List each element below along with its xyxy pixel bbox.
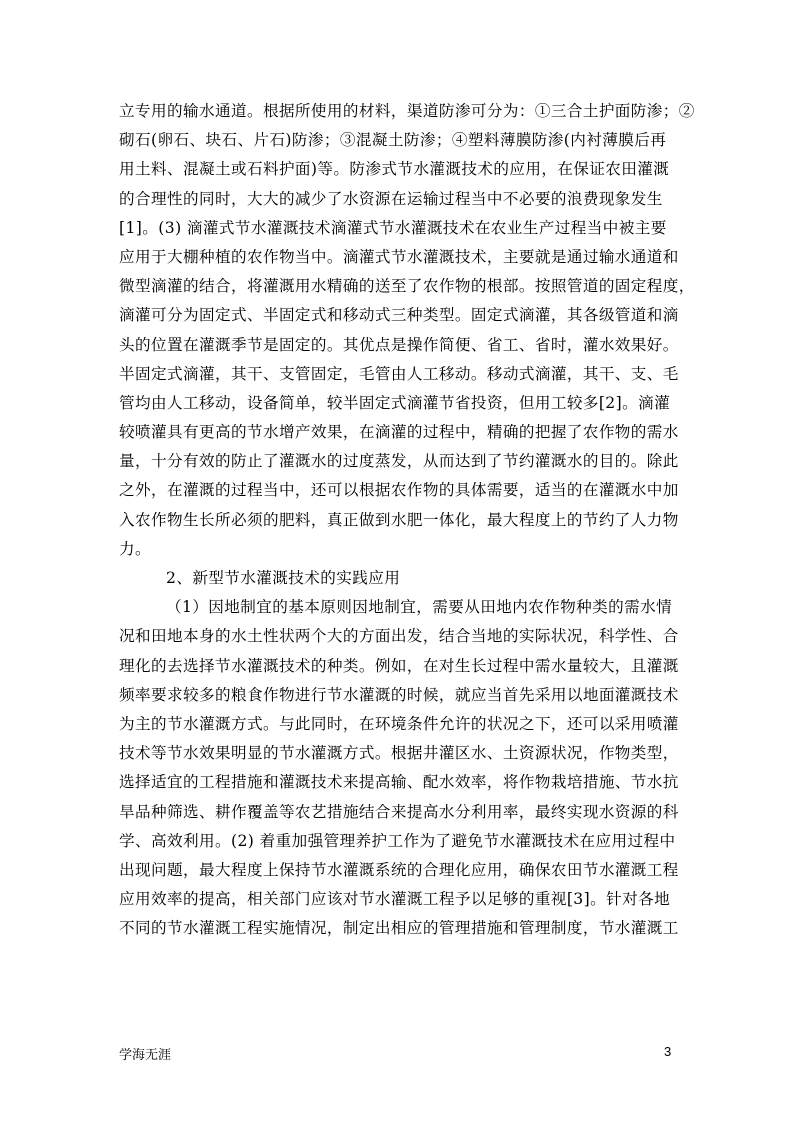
body-line-8: 滴灌可分为固定式、半固定式和移动式三种类型。固定式滴灌，其各级管道和滴 (119, 306, 679, 325)
body-line-7: 微型滴灌的结合，将灌溉用水精确的送至了农作物的根部。按照管道的固定程度， (119, 277, 695, 296)
body-line-11: 管均由人工移动，设备简单，较半固定式滴灌节省投资，但用工较多[2]。滴灌 (119, 393, 671, 412)
section-line-10: 出现问题，最大程度上保持节水灌溉系统的合理化应用，确保农田节水灌溉工程 (119, 860, 679, 879)
section-line-1: （1）因地制宜的基本原则因地制宜，需要从田地内农作物种类的需水情 (166, 598, 673, 617)
section-line-12: 不同的节水灌溉工程实施情况，制定出相应的管理措施和管理制度，节水灌溉工 (119, 919, 679, 938)
section-line-7: 选择适宜的工程措施和灌溉技术来提高输、配水效率，将作物栽培措施、节水抗 (119, 773, 679, 792)
page-body (119, 97, 695, 943)
body-line-1: 立专用的输水通道。根据所使用的材料，渠道防渗可分为：①三合土护面防渗；② (119, 102, 695, 120)
section-line-2: 况和田地本身的水土性状两个大的方面出发，结合当地的实际状况，科学性、合 (119, 627, 679, 646)
section-heading: 2、新型节水灌溉技术的实践应用 (166, 569, 401, 587)
section-line-8: 旱品种筛选、耕作覆盖等农艺措施结合来提高水分利用率，最终实现水资源的科 (119, 802, 679, 821)
body-line-15: 入农作物生长所必须的肥料，真正做到水肥一体化，最大程度上的节约了人力物 (119, 510, 679, 529)
footer-text: 学海无涯 (119, 1048, 172, 1063)
body-line-13: 量，十分有效的防止了灌溉水的过度蒸发，从而达到了节约灌溉水的目的。除此 (119, 452, 679, 471)
section-line-4: 频率要求较多的粮食作物进行节水灌溉的时候，就应当首先采用以地面灌溉技术 (119, 685, 679, 704)
body-line-4: 的合理性的同时，大大的减少了水资源在运输过程当中不必要的浪费现象发生 (119, 189, 663, 208)
section-line-5: 为主的节水灌溉方式。与此同时，在环境条件允许的状况之下，还可以采用喷灌 (119, 714, 679, 733)
section-line-6: 技术等节水效果明显的节水灌溉方式。根据井灌区水、土资源状况，作物类型， (119, 744, 679, 763)
body-line-16: 力。 (119, 539, 151, 558)
page-number: 3 (664, 1044, 672, 1059)
section-line-9: 学、高效利用。(2) 着重加强管理养护工作为了避免节水灌溉技术在应用过程中 (119, 831, 676, 850)
body-line-10: 半固定式滴灌，其干、支管固定，毛管由人工移动。移动式滴灌，其干、支、毛 (119, 364, 679, 383)
body-line-2: 砌石(卵石、块石、片石)防渗；③混凝土防渗；④塑料薄膜防渗(内衬薄膜后再 (119, 131, 667, 150)
body-line-14: 之外，在灌溉的过程当中，还可以根据农作物的具体需要，适当的在灌溉水中加 (119, 481, 679, 500)
body-line-5: [1]。(3) 滴灌式节水灌溉技术滴灌式节水灌溉技术在农业生产过程当中被主要 (119, 218, 667, 237)
body-line-9: 头的位置在灌溉季节是固定的。其优点是操作简便、省工、省时，灌水效果好。 (119, 335, 679, 354)
section-line-11: 应用效率的提高，相关部门应该对节水灌溉工程予以足够的重视[3]。针对各地 (119, 890, 671, 909)
body-line-12: 较喷灌具有更高的节水增产效果，在滴灌的过程中，精确的把握了农作物的需水 (119, 423, 679, 442)
body-line-6: 应用于大棚种植的农作物当中。滴灌式节水灌溉技术，主要就是通过输水通道和 (119, 247, 679, 266)
section-line-3: 理化的去选择节水灌溉技术的种类。例如，在对生长过程中需水量较大，且灌溉 (119, 656, 679, 675)
body-line-3: 用土料、混凝土或石料护面)等。防渗式节水灌溉技术的应用，在保证农田灌溉 (119, 160, 670, 179)
